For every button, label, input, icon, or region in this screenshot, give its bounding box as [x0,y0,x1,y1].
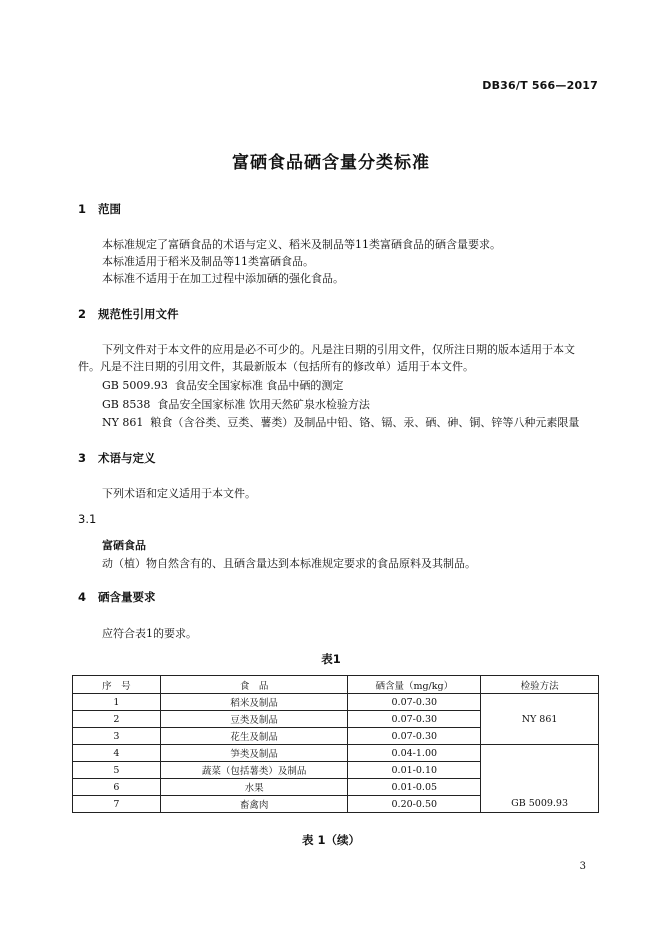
cell-no: 1 [73,694,161,711]
section-1-para-2: 本标准适用于稻米及制品等11类富硒食品。 [102,255,314,268]
page-title: 富硒食品硒含量分类标准 [232,153,430,173]
selenium-content-table [72,675,599,813]
table-row [73,745,599,762]
cell-method: GB 5009.93 [481,745,599,813]
section-title: 术语与定义 [98,451,156,465]
section-1-para-3: 本标准不适用于在加工过程中添加硒的强化食品。 [102,272,344,285]
document-number: DB36/T 566—2017 [482,79,598,92]
cell-content: 0.07-0.30 [348,711,481,728]
cell-content: 0.01-0.10 [348,762,481,779]
cell-no: 4 [73,745,161,762]
cell-food: 花生及制品 [160,728,348,745]
cell-food: 水果 [160,779,348,796]
cell-content: 0.01-0.05 [348,779,481,796]
term-definition: 动（植）物自然含有的、且硒含量达到本标准规定要求的食品原料及其制品。 [102,557,476,570]
cell-food: 豆类及制品 [160,711,348,728]
page-number: 3 [579,861,586,872]
section-4-heading [78,589,156,605]
section-title: 范围 [98,202,121,216]
section-2-heading [78,306,179,322]
cell-no: 5 [73,762,161,779]
section-title: 规范性引用文件 [98,307,179,321]
cell-content: 0.20-0.50 [348,796,481,813]
section-number: 4 [78,590,87,604]
cell-content: 0.04-1.00 [348,745,481,762]
section-4-para: 应符合表1的要求。 [102,627,197,640]
header-no: 序 号 [73,676,161,694]
cell-content: 0.07-0.30 [348,728,481,745]
header-method: 检验方法 [481,676,599,694]
reference-item: GB 8538 食品安全国家标准 饮用天然矿泉水检验方法 [102,398,370,411]
section-number: 3 [78,451,87,465]
section-1-heading [78,201,121,217]
section-2-intro-line-2: 件。凡是不注日期的引用文件，其最新版本（包括所有的修改单）适用于本文件。 [78,360,474,373]
term-name: 富硒食品 [102,539,146,552]
cell-method: NY 861 [481,694,599,745]
cell-no: 3 [73,728,161,745]
reference-item: GB 5009.93 食品安全国家标准 食品中硒的测定 [102,379,344,392]
section-3-para: 下列术语和定义适用于本文件。 [102,487,256,500]
table-caption: 表1 [321,652,341,666]
table-continued-caption: 表 1（续） [301,833,360,847]
table-row [73,694,599,711]
cell-food: 蔬菜（包括薯类）及制品 [160,762,348,779]
cell-content: 0.07-0.30 [348,694,481,711]
cell-food: 畜禽肉 [160,796,348,813]
cell-no: 2 [73,711,161,728]
subsection-number: 3.1 [78,512,97,526]
cell-no: 6 [73,779,161,796]
cell-no: 7 [73,796,161,813]
cell-food: 稻米及制品 [160,694,348,711]
table-header-row [73,676,599,694]
section-3-heading [78,450,156,466]
header-food: 食 品 [160,676,348,694]
section-number: 2 [78,307,87,321]
reference-item: NY 861 粮食（含谷类、豆类、薯类）及制品中铅、铬、镉、汞、硒、砷、铜、锌等八种元素限量 [102,416,580,429]
section-title: 硒含量要求 [98,590,156,604]
section-2-intro-line-1: 下列文件对于本文件的应用是必不可少的。凡是注日期的引用文件，仅所注日期的版本适用于本文 [102,343,575,356]
cell-food: 笋类及制品 [160,745,348,762]
section-1-para-1: 本标准规定了富硒食品的术语与定义、稻米及制品等11类富硒食品的硒含量要求。 [102,238,501,251]
header-content: 硒含量（mg/kg） [348,676,481,694]
section-number: 1 [78,202,87,216]
